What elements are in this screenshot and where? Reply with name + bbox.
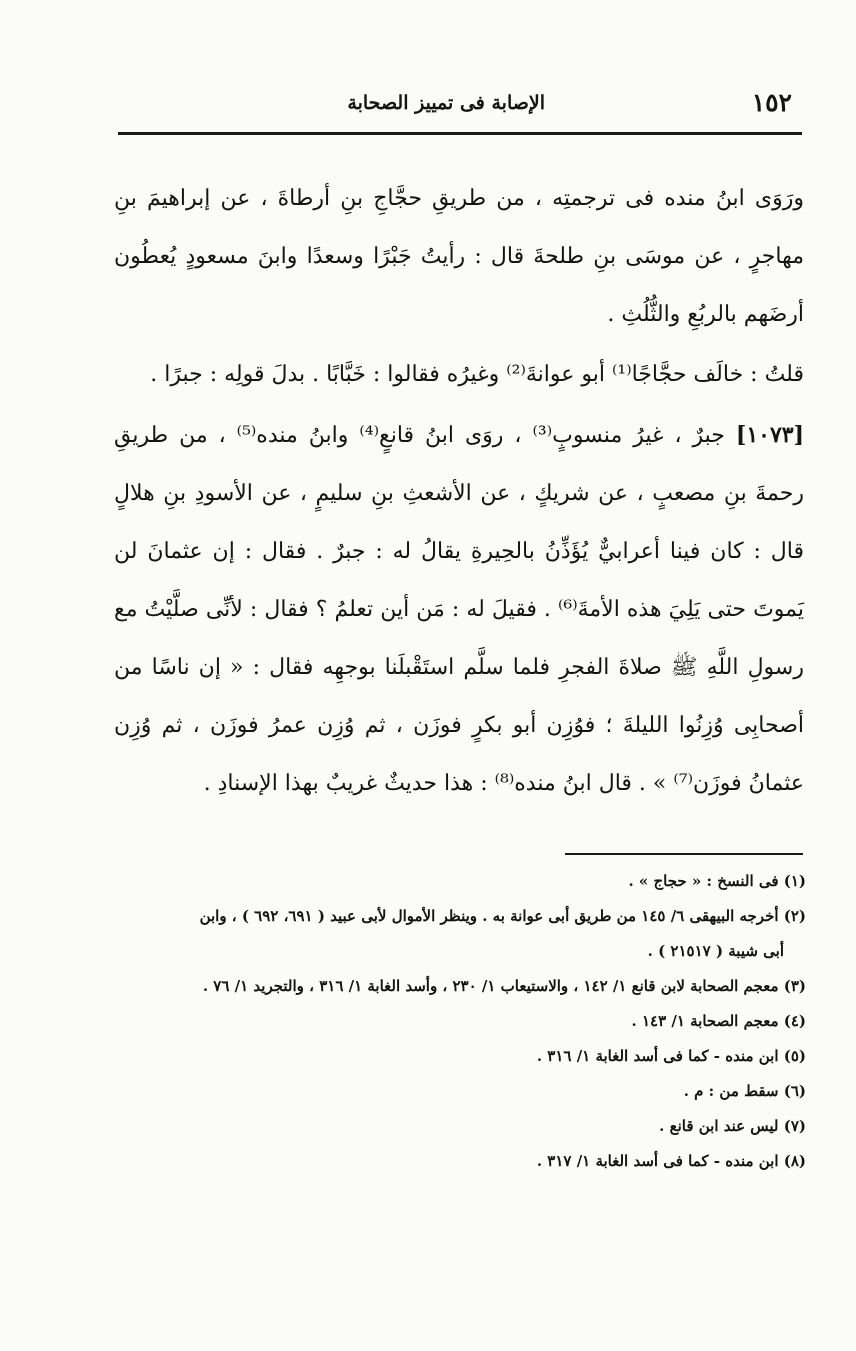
footnote-6: (٦) سقط من : م . <box>683 1082 806 1100</box>
paragraph-2: قلتُ : خالَف حجَّاجًا⁽¹⁾ أبو عوانةَ⁽²⁾ وغيرُه فقالوا : خَبَّابًا . بدلَ قولِه : جبرًا . <box>150 362 804 387</box>
footnote-4: (٤) معجم الصحابة ١/ ١٤٣ . <box>631 1012 806 1030</box>
footnote-8: (٨) ابن منده - كما فى أسد الغابة ١/ ٣١٧ . <box>536 1152 806 1170</box>
page-header <box>120 88 800 122</box>
entry-text: جبرٌ ، غيرُ منسوبٍ⁽³⁾ ، روَى ابنُ قانعٍ⁽⁴⁾ وابنُ منده⁽⁵⁾ ، من طريقِ رحمةَ بنِ مصعبٍ ، عن شريكٍ ، عن الأشعثِ بنِ سليمٍ ، عن الأسودِ بنِ هلالٍ قال : كان فينا أعرابيٌّ يُؤَذِّنُ بالحِيرةِ يقالُ له : جبرٌ . فقال : إن عثمانَ لن يَموتَ حتى يَلِيَ هذه الأمةَ⁽⁶⁾ . فقيلَ له : مَن أين تعلمُ ؟ فقال : لأنِّى صلَّيْتُ مع رسولِ اللَّهِ ﷺ صلاةَ الفجرِ فلما سلَّم استَقْبلَنا بوجهِه فقال : « إن ناسًا من أصحابِى وُزِنُوا الليلةَ ؛ فوُزِن أبو بكرٍ فوزَن ، ثم وُزِن عمرُ فوزَن ، ثم وُزِن عثمانُ فوزَن⁽⁷⁾ » . قال ابنُ منده⁽⁸⁾ : هذا حديثٌ غريبٌ بهذا الإسنادِ . <box>114 423 805 796</box>
footnote-7: (٧) ليس عند ابن قانع . <box>659 1117 806 1135</box>
footnote-3: (٣) معجم الصحابة لابن قانع ١/ ١٤٢ ، والاستيعاب ١/ ٢٣٠ ، وأسد الغابة ١/ ٣١٦ ، والتجريد ١/ ٧٦ . <box>202 977 806 995</box>
paragraph-1: ورَوَى ابنُ منده فى ترجمتِه ، من طريقِ حجَّاجِ بنِ أرطاةَ ، عن إبراهيمَ بنِ مهاجرٍ ، عن موسَى بنِ طلحةَ قال : رأيتُ جَبْرًا وسعدًا وابنَ مسعودٍ يُعطُون أرضَهم بالربُعِ والثُّلُثِ . <box>114 186 804 327</box>
main-text <box>114 170 804 813</box>
header-rule <box>118 132 802 135</box>
footnote-rule <box>565 853 803 855</box>
footnote-2: (٢) أخرجه البيهقى ٦/ ١٤٥ من طريق أبى عوانة به . وينظر الأموال لأبى عبيد ( ٦٩١، ٦٩٢ ) ، وابن <box>199 907 806 925</box>
paragraph-3 <box>114 406 804 813</box>
running-title: الإصابة فى تمييز الصحابة <box>347 92 545 114</box>
footnote-5: (٥) ابن منده - كما فى أسد الغابة ١/ ٣١٦ . <box>536 1047 806 1065</box>
page-number: ١٥٢ <box>751 88 792 117</box>
footnote-2-continued: أبى شيبة ( ٢١٥١٧ ) . <box>647 942 784 960</box>
entry-number: [١٠٧٣] <box>735 422 804 448</box>
footnotes <box>114 864 806 1179</box>
footnote-1: (١) فى النسخ : « حجاج » . <box>628 872 806 890</box>
